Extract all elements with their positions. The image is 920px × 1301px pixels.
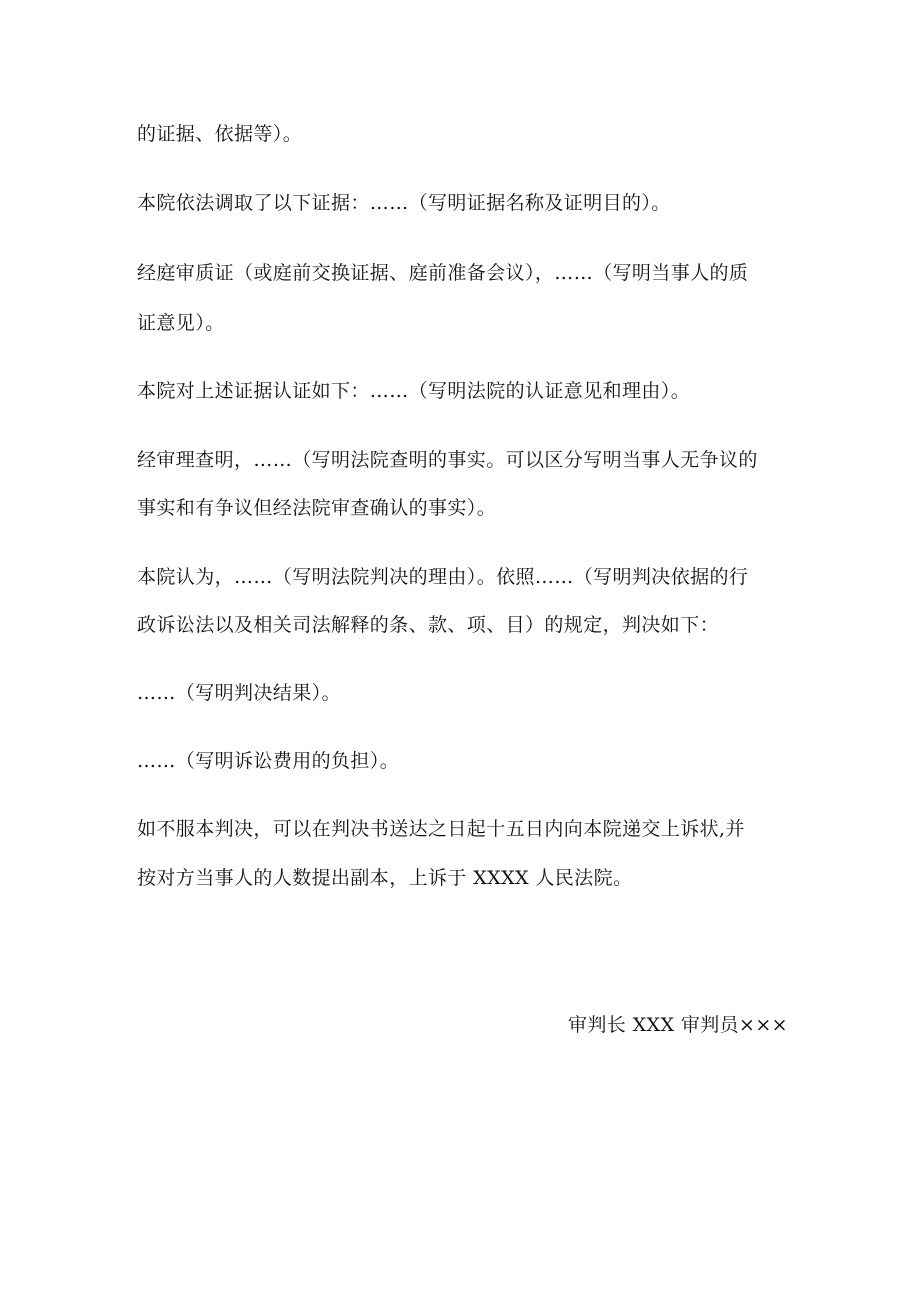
- signature-block: 审判长 XXX 审判员×××: [567, 1014, 788, 1036]
- paragraph-facts-line-2: 事实和有争议但经法院审查确认的事实）。: [137, 497, 497, 519]
- paragraph-judgment-result: ……（写明判决结果）。: [137, 682, 341, 704]
- paragraph-cross-examination-line-2: 证意见）。: [137, 312, 225, 334]
- paragraph-evidence-tail: 的证据、依据等）。: [137, 123, 303, 145]
- paragraph-court-evidence: 本院依法调取了以下证据：……（写明证据名称及证明目的）。: [137, 192, 671, 214]
- paragraph-cross-examination-line-1: 经庭审质证（或庭前交换证据、庭前准备会议），……（写明当事人的质: [137, 262, 749, 284]
- paragraph-evidence-certification: 本院对上述证据认证如下：……（写明法院的认证意见和理由）。: [137, 380, 691, 402]
- paragraph-litigation-costs: ……（写明诉讼费用的负担）。: [137, 750, 400, 772]
- paragraph-appeal-line-1: 如不服本判决，可以在判决书送达之日起十五日内向本院递交上诉状,并: [137, 818, 745, 840]
- paragraph-appeal-line-2: 按对方当事人的人数提出副本，上诉于 XXXX 人民法院。: [137, 867, 633, 889]
- paragraph-reasoning-line-1: 本院认为，……（写明法院判决的理由）。依照……（写明判决依据的行: [137, 566, 749, 588]
- paragraph-facts-line-1: 经审理查明，……（写明法院查明的事实。可以区分写明当事人无争议的: [137, 449, 758, 471]
- paragraph-reasoning-line-2: 政诉讼法以及相关司法解释的条、款、项、目）的规定，判决如下：: [137, 614, 720, 636]
